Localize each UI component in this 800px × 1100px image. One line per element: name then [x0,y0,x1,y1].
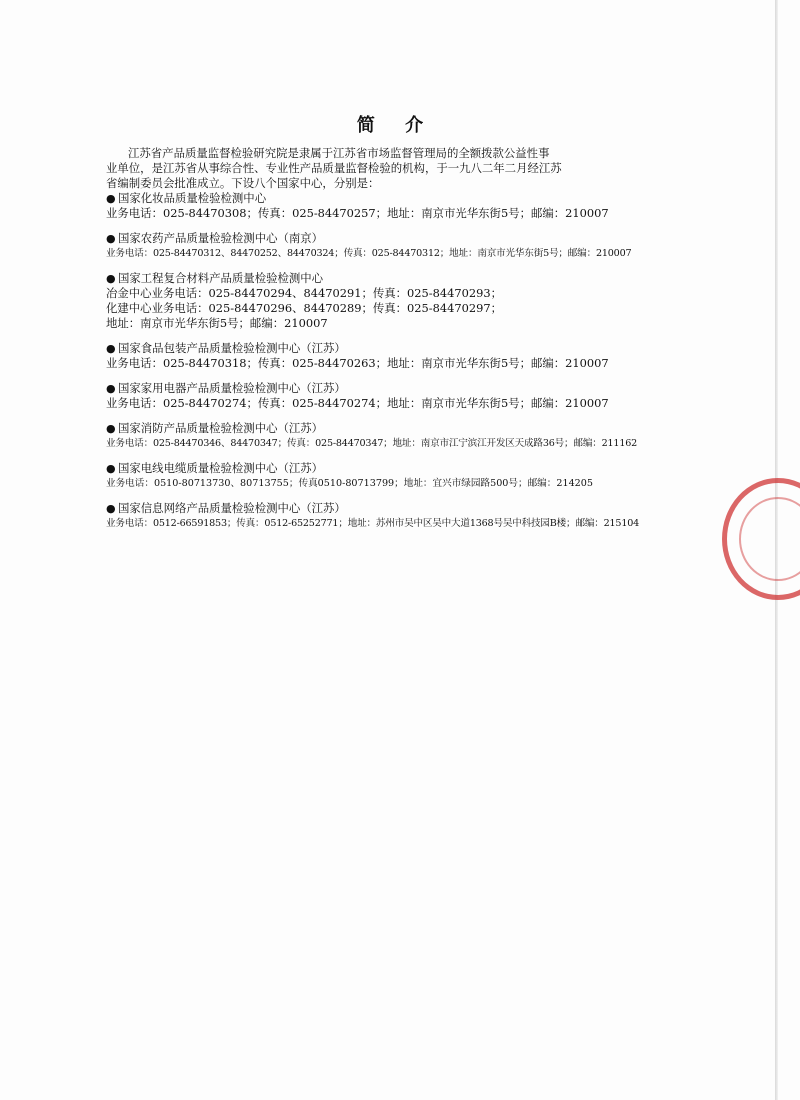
center-contact-line: 冶金中心业务电话：025-84470294、84470291；传真：025-84470293； [106,286,502,300]
intro-line: 业单位，是江苏省从事综合性、专业性产品质量监督检验的机构，于一九八二年二月经江苏 [106,161,562,175]
center-title: 国家家用电器产品质量检验检测中心（江苏） [118,381,346,395]
center-contact-line: 业务电话：0510-80713730、80713755；传真0510-80713799；地址：宜兴市绿园路500号；邮编：214205 [106,478,593,489]
center-title: 国家工程复合材料产品质量检验检测中心 [118,271,324,285]
intro-line: 江苏省产品质量监督检验研究院是隶属于江苏省市场监督管理局的全额拨款公益性事 [128,146,550,160]
center-title: 国家消防产品质量检验检测中心（江苏） [118,421,324,435]
center-contact-line: 业务电话：025-84470274；传真：025-84470274；地址：南京市光华东街5号；邮编：210007 [106,396,609,410]
center-title: 国家化妆品质量检验检测中心 [118,191,267,205]
center-contact-line: 业务电话：0512-66591853；传真：0512-65252771；地址：苏州市吴中区吴中大道1368号吴中科技园B楼；邮编：215104 [106,518,640,529]
center-contact-line: 业务电话：025-84470346、84470347；传真：025-84470347；地址：南京市江宁滨江开发区天成路36号；邮编：211162 [106,438,638,449]
center-name [106,271,686,286]
center-title: 国家信息网络产品质量检验检测中心（江苏） [118,501,346,515]
center-contact-line: 地址：南京市光华东街5号；邮编：210007 [106,316,328,330]
center-title: 国家食品包装产品质量检验检测中心（江苏） [118,341,346,355]
center-entry-composite-materials [106,271,686,331]
center-title: 国家农药产品质量检验检测中心（南京） [118,231,324,245]
center-entry-pesticide [106,231,686,261]
center-entry-food-packaging [106,341,686,371]
center-name [106,501,686,516]
bullet-icon: ● [106,462,116,475]
center-contact-line: 业务电话：025-84470312、84470252、84470324；传真：025-84470312；地址：南京市光华东街5号；邮编：210007 [106,248,632,259]
center-entry-fire-products [106,421,686,451]
center-entry-information-network [106,501,686,531]
center-name [106,231,686,246]
center-contact-line: 业务电话：025-84470308；传真：025-84470257；地址：南京市光华东街5号；邮编：210007 [106,206,609,220]
page-title: 简 介 [356,115,436,136]
bullet-icon: ● [106,272,116,285]
bullet-icon: ● [106,382,116,395]
center-entry-wire-cable [106,461,686,491]
center-title: 国家电线电缆质量检验检测中心（江苏） [118,461,324,475]
center-contact-line: 业务电话：025-84470318；传真：025-84470263；地址：南京市光华东街5号；邮编：210007 [106,356,609,370]
center-name [106,341,686,356]
document-content [106,111,686,531]
center-name [106,191,686,206]
bullet-icon: ● [106,192,116,205]
center-name [106,461,686,476]
red-seal-stamp [722,478,800,600]
intro-line: 省编制委员会批准成立。下设八个国家中心，分别是： [106,176,380,190]
center-name [106,381,686,396]
introduction-paragraph [106,146,686,191]
bullet-icon: ● [106,422,116,435]
bullet-icon: ● [106,342,116,355]
center-contact-line: 化建中心业务电话：025-84470296、84470289；传真：025-84470297； [106,301,502,315]
center-entry-household-appliances [106,381,686,411]
bullet-icon: ● [106,232,116,245]
bullet-icon: ● [106,502,116,515]
center-name [106,421,686,436]
center-entry-cosmetics [106,191,686,221]
